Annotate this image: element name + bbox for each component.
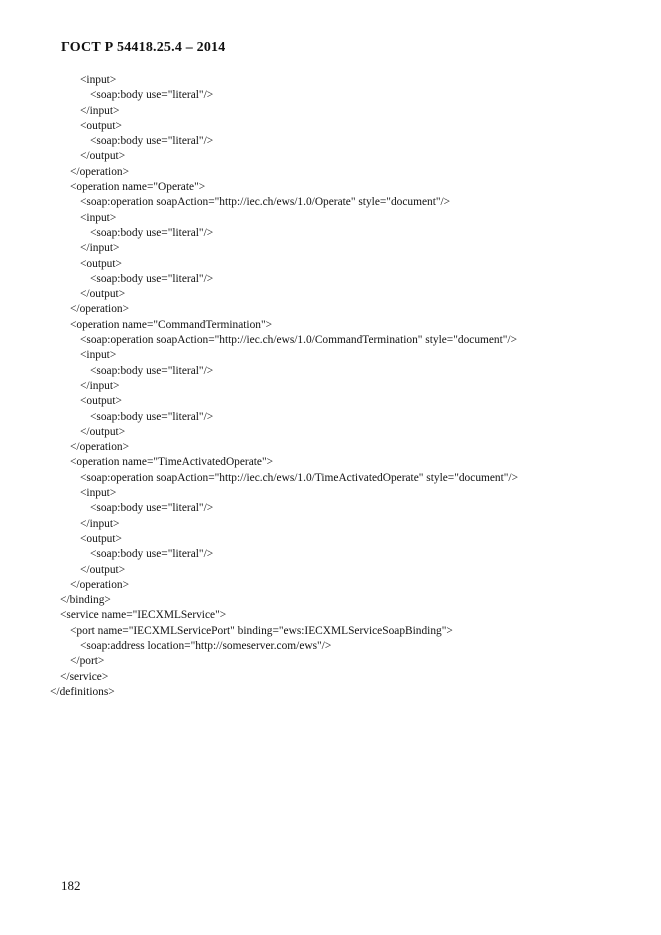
code-line: <soap:operation soapAction="http://iec.ch/ews/1.0/TimeActivatedOperate" style="document"/> (80, 471, 519, 484)
page-number: 182 (61, 878, 81, 893)
code-line: </operation> (70, 303, 130, 316)
code-line: <output> (80, 257, 122, 270)
code-line: <soap:body use="literal"/> (90, 135, 214, 148)
code-line: <output> (80, 395, 122, 408)
code-line: <input> (80, 349, 117, 362)
code-line: </input> (80, 242, 120, 255)
code-line: <output> (80, 119, 122, 132)
code-line: <soap:address location="http://someserver.com/ews"/> (80, 639, 332, 652)
code-line: <operation name="CommandTermination"> (70, 318, 273, 331)
code-line: </port> (70, 655, 105, 668)
code-line: <soap:operation soapAction="http://iec.ch/ews/1.0/Operate" style="document"/> (80, 196, 451, 209)
code-line: <input> (80, 487, 117, 500)
code-line: <soap:operation soapAction="http://iec.ch/ews/1.0/CommandTermination" style="document"/> (80, 334, 518, 347)
code-line: <input> (80, 74, 117, 86)
code-line: </service> (60, 670, 109, 683)
code-line: <soap:body use="literal"/> (90, 502, 214, 515)
code-line: <soap:body use="literal"/> (90, 89, 214, 102)
code-line: <soap:body use="literal"/> (90, 410, 214, 423)
code-line: <operation name="Operate"> (70, 181, 206, 194)
xml-code-listing (0, 73, 661, 700)
code-line: </input> (80, 517, 120, 530)
code-line: </output> (80, 425, 126, 438)
code-line: <output> (80, 532, 122, 545)
code-line: </input> (80, 379, 120, 392)
code-line: </operation> (70, 578, 130, 591)
code-line: </binding> (60, 594, 111, 607)
code-line: <soap:body use="literal"/> (90, 272, 214, 285)
code-line: </output> (80, 150, 126, 163)
code-line: <soap:body use="literal"/> (90, 548, 214, 561)
code-line: <port name="IECXMLServicePort" binding="ews:IECXMLServiceSoapBinding"> (70, 624, 453, 637)
code-line: <soap:body use="literal"/> (90, 226, 214, 239)
code-line: </output> (80, 563, 126, 576)
code-line: </input> (80, 104, 120, 117)
document-header: ГОСТ Р 54418.25.4 – 2014 (61, 40, 226, 55)
code-line: <service name="IECXMLService"> (60, 609, 227, 622)
code-line: <soap:body use="literal"/> (90, 364, 214, 377)
code-line: </output> (80, 288, 126, 301)
code-line: </operation> (70, 165, 130, 178)
code-line: <operation name="TimeActivatedOperate"> (70, 456, 274, 469)
code-line: </operation> (70, 441, 130, 454)
code-line: </definitions> (50, 685, 115, 698)
code-line: <input> (80, 211, 117, 224)
